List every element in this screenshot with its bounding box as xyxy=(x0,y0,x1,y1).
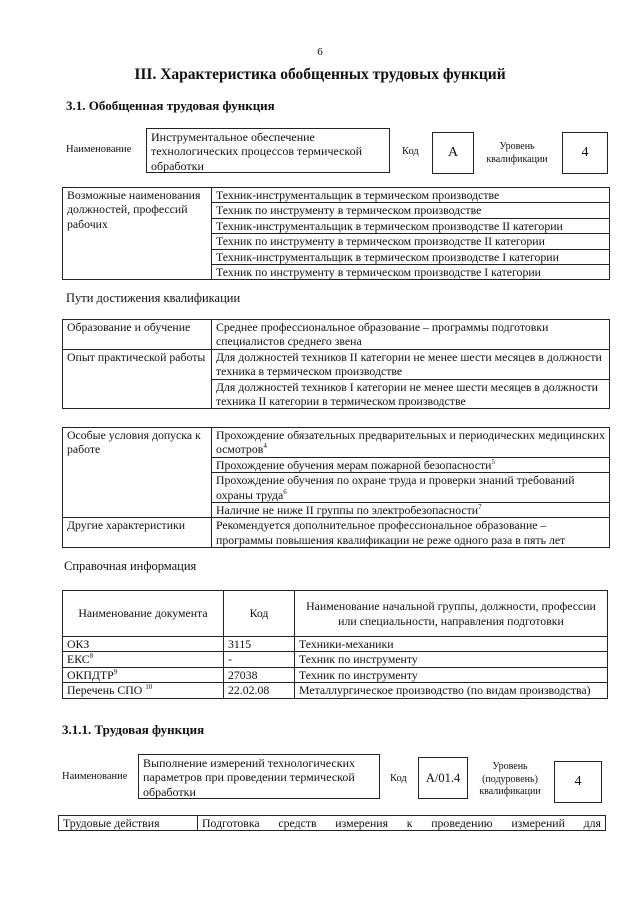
paths-heading: Пути достижения квалификации xyxy=(66,291,241,305)
position-item: Техник-инструментальщик в термическом производстве I категории xyxy=(212,249,609,264)
position-item: Техник по инструменту в термическом производстве xyxy=(212,202,609,217)
other-label: Другие характеристики xyxy=(63,518,212,548)
ref-code: - xyxy=(224,652,295,667)
positions-label: Возможные наименования должностей, профессий рабочих xyxy=(63,188,212,280)
position-item: Техник-инструментальщик в термическом производстве xyxy=(216,188,500,202)
gtf-level-label: Уровень квалификации xyxy=(486,141,548,165)
special-item: Прохождение обучения по охране труда и проверки знаний требований охраны труда$^6$ xyxy=(212,472,609,502)
positions-table xyxy=(62,187,610,280)
gtf-code-value: А xyxy=(432,132,474,174)
gtf-heading: 3.1. Обобщенная трудовая функция xyxy=(66,98,275,113)
tf-level-label: Уровень (подуровень) квалификации xyxy=(479,761,541,797)
ref-code: 22.02.08 xyxy=(224,683,295,698)
tf-code-label: Код xyxy=(390,773,407,784)
ref-doc: Перечень СПО xyxy=(67,683,146,698)
labor-value: Подготовка средств измерения к проведению измерений для xyxy=(198,816,606,831)
ref-code: 3115 xyxy=(224,637,295,652)
experience-label: Опыт практической работы xyxy=(63,349,212,409)
table-row: ЕКС$^8$ - Техник по инструменту xyxy=(63,652,608,667)
conditions-table xyxy=(62,427,610,548)
gtf-name-value: Инструментальное обеспечение технологических процессов термической обработки xyxy=(146,128,390,173)
tf-level-value: 4 xyxy=(554,761,602,803)
labor-table xyxy=(58,815,606,831)
tf-heading: 3.1.1. Трудовая функция xyxy=(62,722,205,737)
position-item: Техник по инструменту в термическом производстве I категории xyxy=(212,264,609,279)
tf-name-value: Выполнение измерений технологических параметров при проведении термической обработки xyxy=(138,754,380,799)
ref-name: Техник по инструменту xyxy=(295,652,608,667)
ref-heading: Справочная информация xyxy=(64,559,197,573)
position-item: Техник по инструменту в термическом производстве II категории xyxy=(212,233,609,248)
education-value: Среднее профессиональное образование – программы подготовки специалистов среднего звена xyxy=(212,320,610,350)
ref-doc: ЕКС xyxy=(67,652,90,667)
special-label: Особые условия допуска к работе xyxy=(63,428,212,518)
special-item: Наличие не ниже II группы по электробезопасности$^7$ xyxy=(212,502,609,517)
table-row xyxy=(63,637,608,652)
section-title: III. Характеристика обобщенных трудовых функций xyxy=(134,66,506,83)
ref-code: 27038 xyxy=(224,667,295,682)
ref-doc: ОКЗ xyxy=(67,637,90,651)
reference-table xyxy=(62,590,608,699)
gtf-level-value: 4 xyxy=(562,132,608,174)
education-label: Образование и обучение xyxy=(63,320,212,350)
ref-header-name: Наименование начальной группы, должности, профессии или специальности, направления подготовки xyxy=(295,591,608,637)
page-number: 6 xyxy=(317,46,323,58)
positions-list xyxy=(212,188,610,280)
labor-label: Трудовые действия xyxy=(59,816,198,831)
other-value: Рекомендуется дополнительное профессиональное образование – программы повышения квалификации не реже одного раза в пять лет xyxy=(212,518,610,548)
special-item: Прохождение обязательных предварительных и периодических медицинских осмотров$^4$ xyxy=(216,428,606,457)
gtf-name-label: Наименование xyxy=(66,144,132,155)
ref-name: Металлургическое производство (по видам производства) xyxy=(295,683,608,698)
ref-header-doc: Наименование документа xyxy=(63,591,224,637)
gtf-code-label: Код xyxy=(402,146,419,157)
ref-header-code: Код xyxy=(224,591,295,637)
education-table xyxy=(62,319,610,409)
ref-doc: ОКПДТР xyxy=(67,667,114,682)
tf-name-label: Наименование xyxy=(62,771,128,782)
special-item: Прохождение обучения мерам пожарной безопасности$^5$ xyxy=(212,457,609,472)
ref-name: Техники-механики xyxy=(295,637,608,652)
table-row: Перечень СПО $^{10}$ 22.02.08 Металлургическое производство (по видам производства) xyxy=(63,683,608,698)
ref-name: Техник по инструменту xyxy=(295,667,608,682)
experience-item: Для должностей техников II категории не менее шести месяцев в должности техника в термическом производстве xyxy=(216,349,602,379)
table-row: ОКПДТР$^9$ 27038 Техник по инструменту xyxy=(63,667,608,682)
tf-code-value: A/01.4 xyxy=(418,757,468,799)
experience-item: Для должностей техников I категории не менее шести месяцев в должности техника II категории в термическом производстве xyxy=(212,379,609,409)
position-item: Техник-инструментальщик в термическом производстве II категории xyxy=(212,218,609,233)
